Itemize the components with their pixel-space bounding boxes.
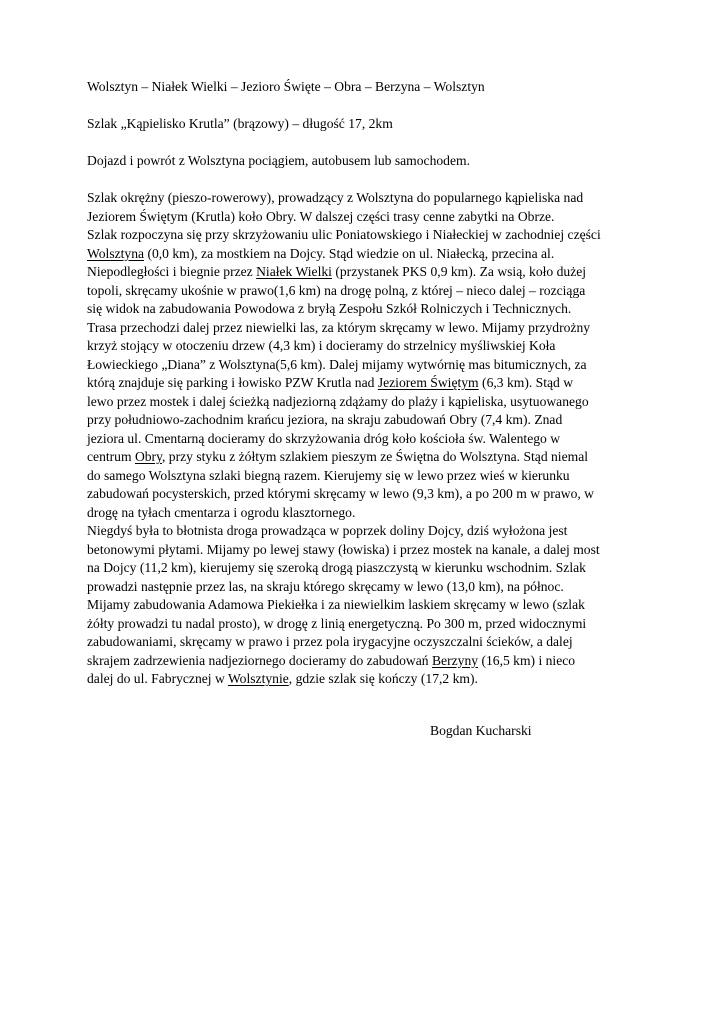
description-line — [87, 374, 647, 393]
description-text: zabudowań pocysterskich, przed którymi skręcamy w lewo (9,3 km), a po 200 m w prawo, w — [87, 486, 594, 501]
description-text: Trasa przechodzi dalej przez niewielki las, za którym skręcamy w lewo. Mijamy przydrożny — [87, 319, 591, 335]
route-title: Wolsztyn – Niałek Wielki – Jezioro Święte – Obra – Berzyna – Wolsztyn — [87, 79, 485, 94]
place-name: Jeziorem Świętym — [377, 375, 479, 390]
description-line — [87, 541, 647, 560]
description-text: centrum — [87, 449, 135, 464]
description-text: betonowymi płytami. Mijamy po lewej stawy (łowiska) i przez mostek na kanale, a dalej most — [87, 541, 600, 557]
description-text: Mijamy zabudowania Adamowa Piekiełka i za niewielkim laskiem skręcamy w lewo (szlak — [87, 597, 585, 612]
description-line — [87, 652, 647, 671]
trail-name: Szlak „Kąpielisko Krutla” (brązowy) – długość 17, 2km — [87, 116, 393, 131]
description-text: się widok na zabudowania Powodowa z bryłą Zespołu Szkół Rolniczych i Technicznych. — [87, 301, 572, 316]
description-line — [87, 504, 647, 523]
description-text: drogę na tyłach cmentarza i ogrodu klasztornego. — [87, 504, 356, 520]
description-text: żółty prowadzi tu nadal prosto), w drogę z linią energetyczną. Po 300 m, przed widocznymi — [87, 615, 587, 631]
description-text: jeziora ul. Cmentarną docieramy do skrzyżowania dróg koło kościoła św. Walentego w — [87, 430, 561, 446]
description-text: do samego Wolsztyna szlaki biegną razem. Kierujemy się w lewo przez wieś w kierunku — [87, 467, 570, 483]
description-line — [87, 448, 647, 467]
description-line — [87, 578, 647, 597]
place-name: Obry — [134, 449, 162, 464]
description-text: Szlak rozpoczyna się przy skrzyżowaniu ulic Poniatowskiego i Niałeckiej w zachodniej części — [87, 227, 601, 242]
description-text: na Dojcy (11,2 km), kierujemy się szeroką drogą piaszczystą w kierunku wschodnim. Szlak — [87, 560, 586, 575]
description-line — [87, 485, 647, 504]
description-text: (przystanek PKS 0,9 km). Za wsią, koło dużej — [331, 264, 587, 279]
description-text: Jeziorem Świętym (Krutla) koło Obry. W dalszej części trasy cenne zabytki na Obrze. — [87, 208, 555, 224]
description-line — [87, 263, 647, 282]
description-text: zabudowaniami, skręcamy w prawo i przez pola irygacyjne oczyszczalni ścieków, a dalej — [87, 634, 573, 649]
description-text: (6,3 km). Stąd w — [478, 375, 574, 390]
description-line — [87, 356, 647, 375]
place-name: Wolsztynie — [227, 671, 289, 686]
author-signature: Bogdan Kucharski — [430, 723, 532, 738]
description-text: krzyż stojący w otoczeniu drzew (4,3 km) i docieramy do strzelnicy myśliwskiej Koła — [87, 338, 556, 353]
description-line — [87, 189, 647, 208]
description-text: przy południowo-zachodnim krańcu jeziora, na skraju zabudowań Obry (7,4 km). Znad — [87, 412, 563, 427]
trail-description — [87, 189, 647, 689]
description-text: lewo przez mostek i dalej ścieżką nadjeziorną zdążamy do plaży i kąpieliska, usytuowanego — [87, 393, 589, 409]
description-text: Niepodległości i biegnie przez — [87, 264, 257, 279]
place-name: Niałek Wielki — [256, 264, 332, 279]
description-line — [87, 319, 647, 338]
description-text: Szlak okrężny (pieszo-rowerowy), prowadzący z Wolsztyna do popularnego kąpieliska nad — [87, 190, 584, 205]
description-text: Łowieckiego „Diana” z Wolsztyna(5,6 km). Dalej mijamy wytwórnię mas bitumicznych, za — [87, 356, 587, 372]
description-line — [87, 226, 647, 245]
description-text: prowadzi następnie przez las, na skraju którego skręcamy w lewo (13,0 km), na północ. — [87, 578, 564, 594]
document-body — [87, 78, 647, 707]
description-text: (0,0 km), za mostkiem na Dojcy. Stąd wiedzie on ul. Niałecką, przecina al. — [144, 245, 555, 261]
place-name: Wolsztyna — [87, 245, 145, 261]
access-info: Dojazd i powrót z Wolsztyna pociągiem, autobusem lub samochodem. — [87, 153, 470, 168]
place-name: Berzyny — [431, 652, 479, 668]
description-line — [87, 559, 647, 578]
description-line — [87, 430, 647, 449]
description-text: topoli, skręcamy ukośnie w prawo(1,6 km) na drogę polną, z której – nieco dalej – rozciąga — [87, 282, 586, 298]
description-line — [87, 337, 647, 356]
description-line — [87, 615, 647, 634]
description-text: , gdzie szlak się kończy (17,2 km). — [288, 671, 478, 686]
description-line — [87, 633, 647, 652]
description-line — [87, 467, 647, 486]
description-line — [87, 245, 647, 264]
description-text: którą znajduje się parking i łowisko PZW Krutla nad — [87, 375, 378, 390]
description-line — [87, 208, 647, 227]
description-line — [87, 596, 647, 615]
description-text: (16,5 km) i nieco — [478, 652, 576, 668]
description-line — [87, 522, 647, 541]
description-line — [87, 282, 647, 301]
description-text: , przy styku z żółtym szlakiem pieszym ze Świętna do Wolsztyna. Stąd niemal — [162, 449, 589, 464]
description-line — [87, 411, 647, 430]
description-text: skrajem zadrzewienia nadjeziornego docieramy do zabudowań — [87, 652, 432, 668]
description-line — [87, 670, 647, 689]
description-line — [87, 393, 647, 412]
description-text: Niegdyś była to błotnista droga prowadząca w poprzek doliny Dojcy, dziś wyłożona jest — [87, 523, 568, 538]
description-text: dalej do ul. Fabrycznej w — [87, 671, 228, 686]
description-line — [87, 300, 647, 319]
